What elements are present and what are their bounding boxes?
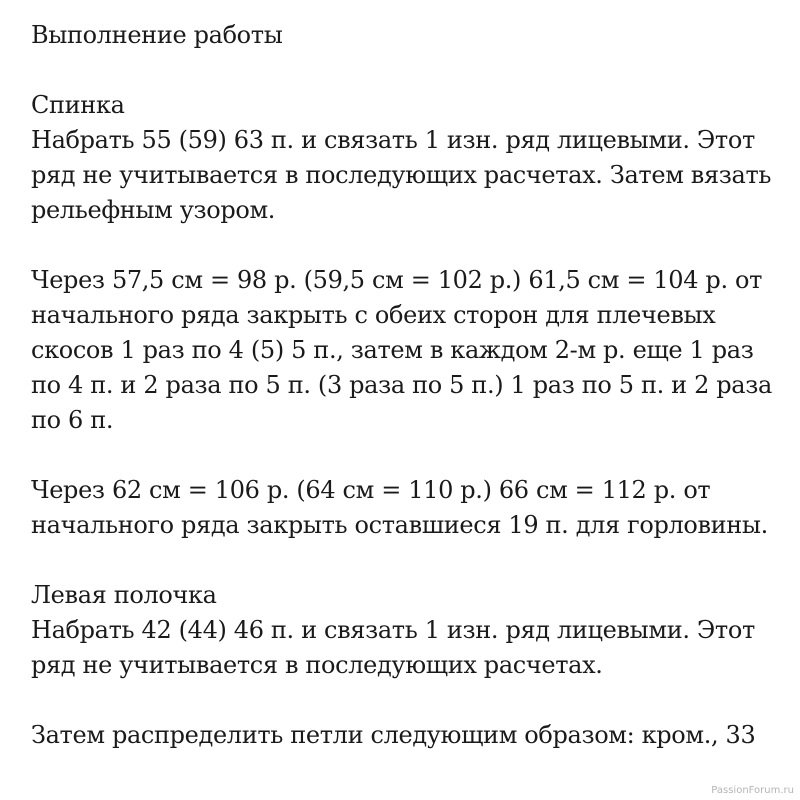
document-page: [31, 18, 791, 753]
left-front-heading: Левая полочка: [31, 581, 217, 609]
back-paragraph-2-line-3: скосов 1 раз по 4 (5) 5 п., затем в каждом 2-м р. еще 1 раз: [31, 336, 754, 364]
back-paragraph-1-line-3: рельефным узором.: [31, 196, 276, 224]
back-paragraph-2-line-5: по 6 п.: [31, 406, 114, 434]
back-paragraph-2-line-1: Через 57,5 см = 98 р. (59,5 см = 102 р.) 61,5 см = 104 р. от: [31, 266, 763, 294]
watermark: PassionForum.ru: [711, 785, 794, 796]
back-paragraph-3-line-2: начального ряда закрыть оставшиеся 19 п. для горловины.: [31, 511, 768, 539]
back-heading: Спинка: [31, 91, 125, 119]
blank-line: [31, 543, 791, 578]
back-paragraph-2-line-4: по 4 п. и 2 раза по 5 п. (3 раза по 5 п.) 1 раз по 5 п. и 2 раза: [31, 371, 772, 399]
blank-line: [31, 683, 791, 718]
back-paragraph-1-line-2: ряд не учитывается в последующих расчетах. Затем вязать: [31, 161, 772, 189]
left-front-paragraph-1-line-1: Набрать 42 (44) 46 п. и связать 1 изн. ряд лицевыми. Этот: [31, 616, 755, 644]
blank-line: [31, 228, 791, 263]
left-front-paragraph-1-line-2: ряд не учитывается в последующих расчетах.: [31, 651, 603, 679]
left-front-paragraph-2-line-1: Затем распределить петли следующим образом: кром., 33: [31, 721, 756, 749]
back-paragraph-3-line-1: Через 62 см = 106 р. (64 см = 110 р.) 66 см = 112 р. от: [31, 476, 711, 504]
back-paragraph-2-line-2: начального ряда закрыть с обеих сторон для плечевых: [31, 301, 716, 329]
back-paragraph-1-line-1: Набрать 55 (59) 63 п. и связать 1 изн. ряд лицевыми. Этот: [31, 126, 755, 154]
section-title: Выполнение работы: [31, 21, 283, 49]
blank-line: [31, 438, 791, 473]
blank-line: [31, 53, 791, 88]
